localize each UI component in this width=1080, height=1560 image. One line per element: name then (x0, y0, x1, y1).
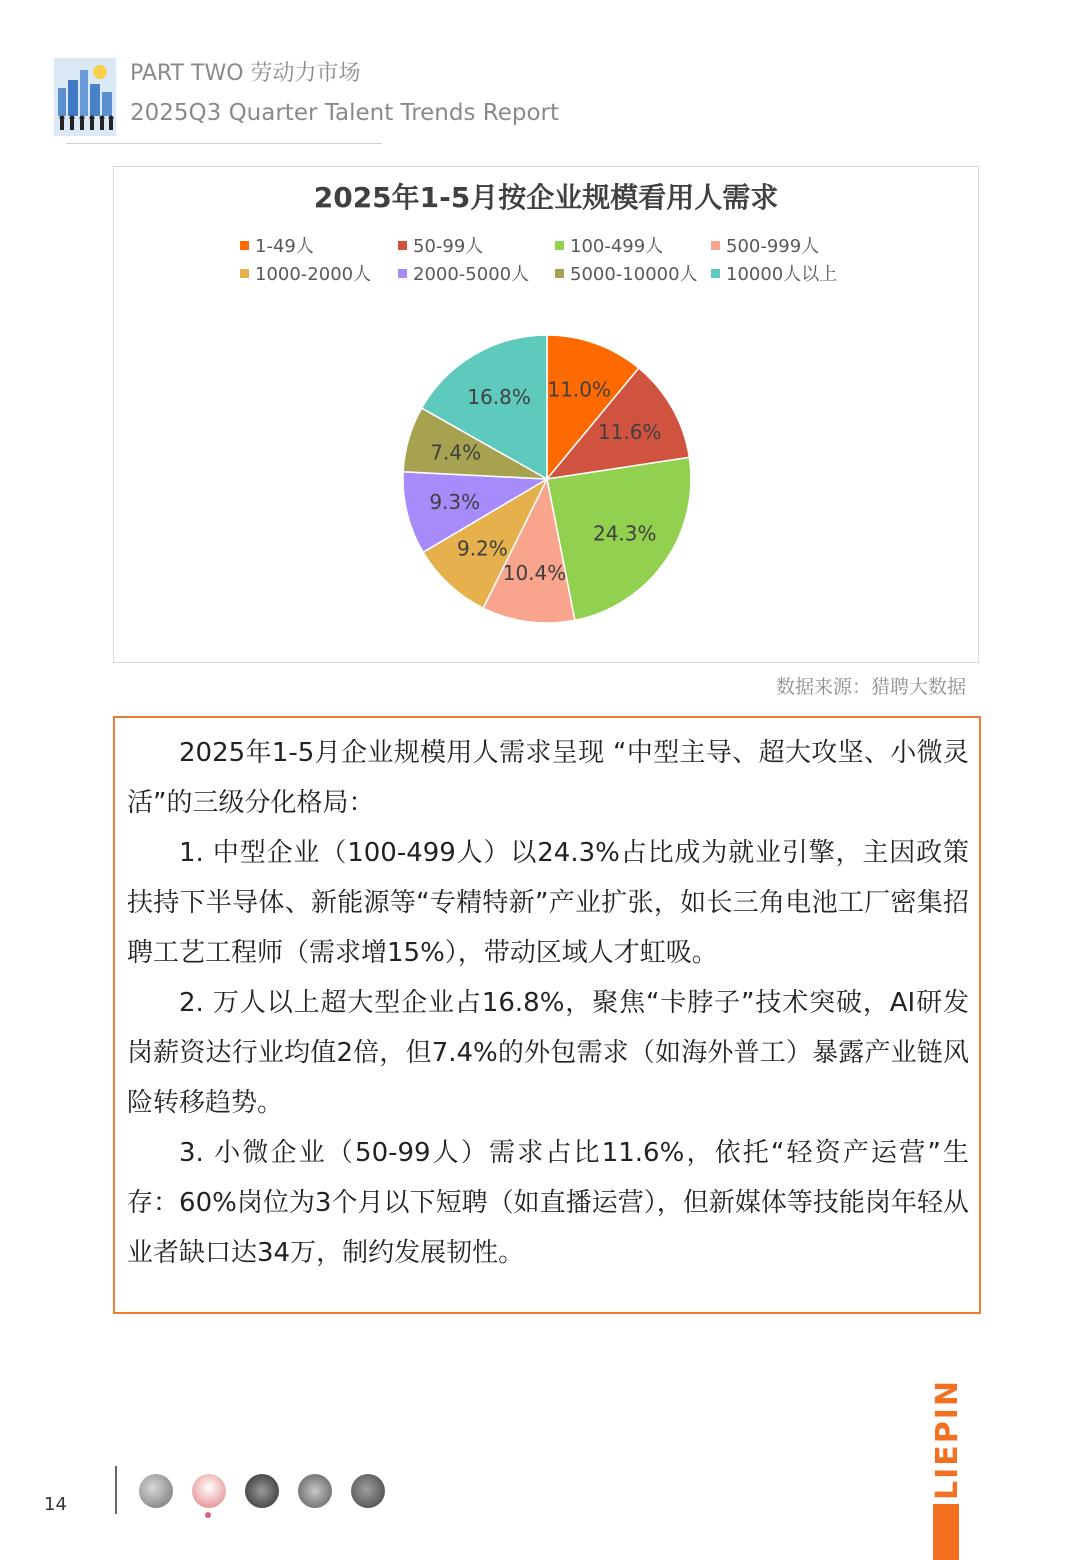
legend-label: 5000-10000人 (570, 264, 698, 285)
brand-bar (933, 1504, 959, 1560)
footer-photo-1-icon (139, 1474, 173, 1508)
pie-chart (113, 166, 979, 663)
analysis-point-3: 3. 小微企业（50-99人）需求占比11.6%，依托“轻资产运营”生存：60%岗位为3个月以下短聘（如直播运营），但新媒体等技能岗年轻从业者缺口达34万，制约发展韧性。 (127, 1138, 969, 1268)
slice-label: 9.2% (456, 536, 508, 561)
footer-divider (115, 1466, 117, 1514)
footer-photo-4-icon (298, 1474, 332, 1508)
chart-title: 2025年1-5月按企业规模看用人需求 (313, 181, 779, 214)
footer-photo-5-icon (351, 1474, 385, 1508)
legend-label: 10000人以上 (726, 264, 838, 285)
analysis-intro: 2025年1-5月企业规模用人需求呈现 “中型主导、超大攻坚、小微灵活”的三级分化格局： (127, 738, 969, 818)
slice-label: 16.8% (467, 384, 531, 409)
slice-label: 11.6% (597, 420, 662, 445)
brand-logo: LIEPIN (930, 1378, 965, 1500)
legend-label: 100-499人 (570, 236, 664, 257)
slice-label: 11.0% (547, 377, 611, 402)
legend-label: 1-49人 (255, 236, 314, 257)
footer-photo-2-icon (192, 1474, 226, 1508)
report-logo (54, 58, 116, 136)
header-divider (66, 143, 382, 144)
slice-label: 10.4% (502, 561, 567, 586)
legend-label: 50-99人 (413, 236, 484, 257)
slice-label: 7.4% (430, 440, 482, 465)
footer-photo-3-icon (245, 1474, 279, 1508)
report-subtitle: 2025Q3 Quarter Talent Trends Report (130, 100, 560, 126)
page-number: 14 (44, 1494, 67, 1515)
data-source: 数据来源：猎聘大数据 (775, 676, 966, 698)
analysis-point-2: 2. 万人以上超大型企业占16.8%，聚焦“卡脖子”技术突破，AI研发岗薪资达行业均值2倍，但7.4%的外包需求（如海外普工）暴露产业链风险转移趋势。 (127, 988, 969, 1118)
legend-label: 2000-5000人 (413, 264, 530, 285)
legend-label: 500-999人 (726, 236, 820, 257)
slice-label: 24.3% (592, 521, 657, 546)
active-dot-icon (205, 1512, 211, 1518)
analysis-point-1: 1. 中型企业（100-499人）以24.3%占比成为就业引擎，主因政策扶持下半导体、新能源等“专精特新”产业扩张，如长三角电池工厂密集招聘工艺工程师（需求增15%），带动区域人才虹吸。 (127, 838, 969, 968)
section-title: PART TWO 劳动力市场 (130, 61, 361, 86)
slice-label: 9.3% (429, 489, 481, 514)
legend-label: 1000-2000人 (255, 264, 372, 285)
